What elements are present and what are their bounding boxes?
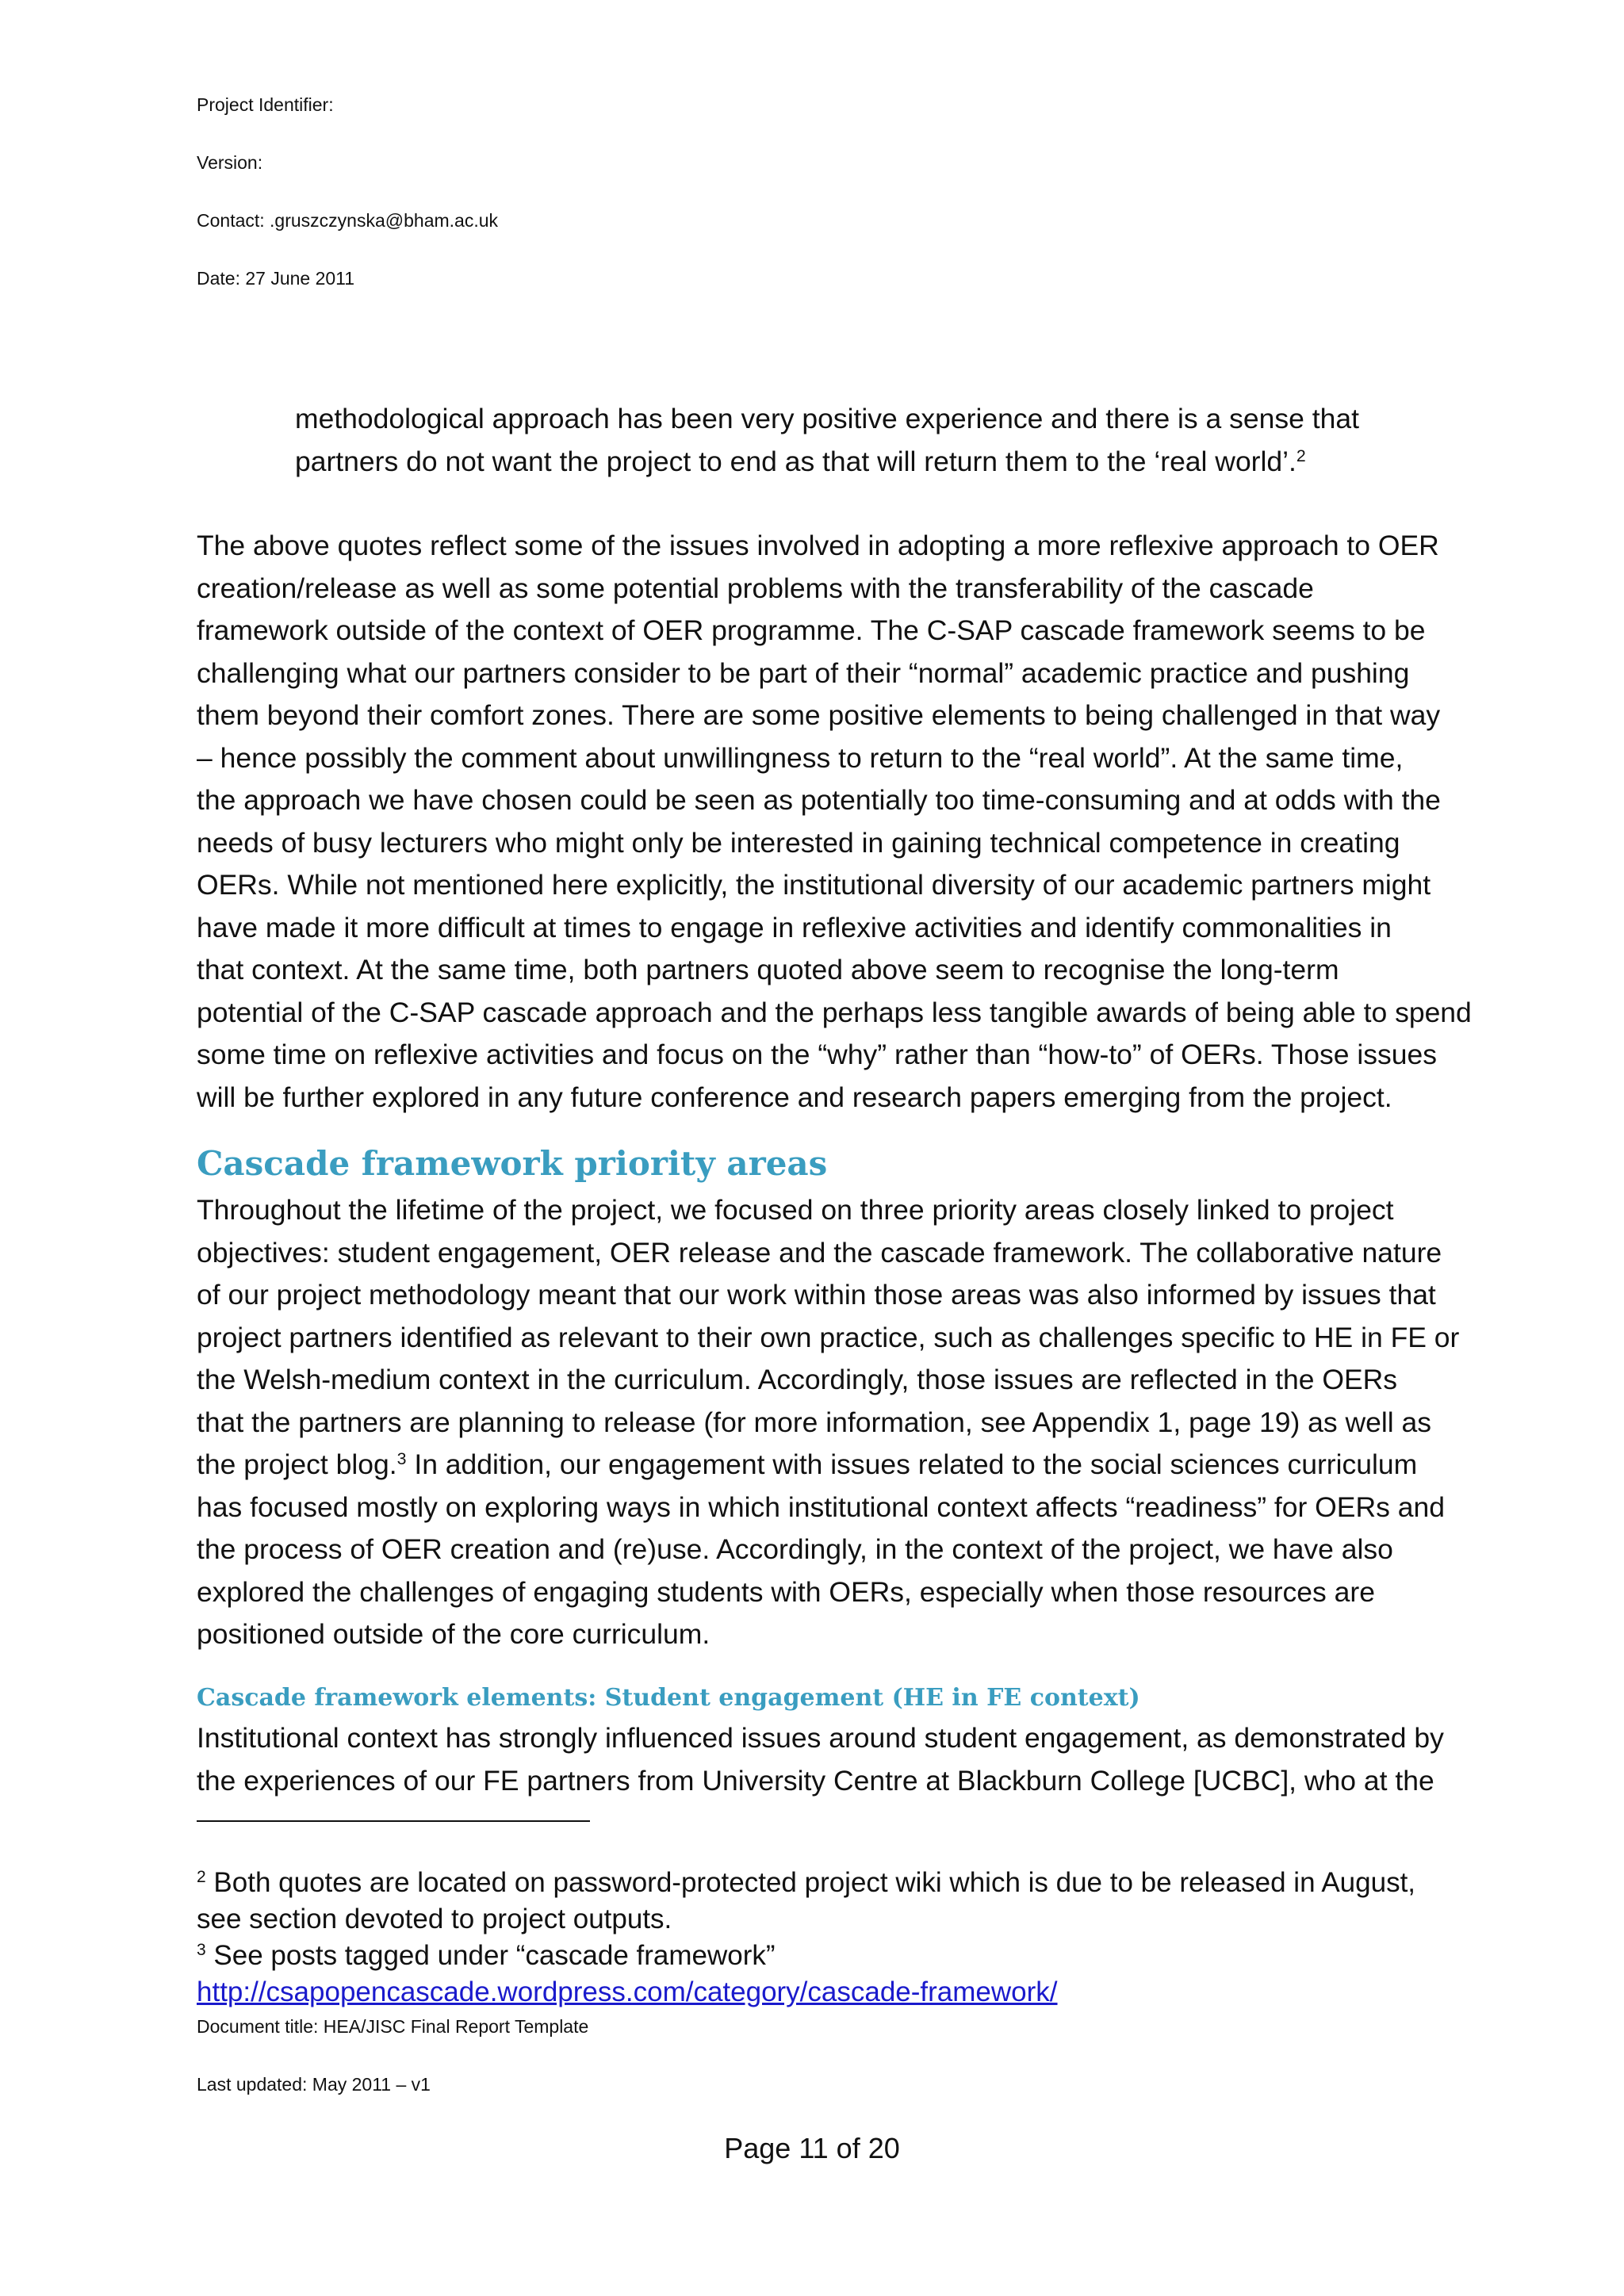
paragraph-line: positioned outside of the core curriculum. [197,1618,710,1650]
paragraph-line: of our project methodology meant that our work within those areas was also informed by issues that [197,1279,1436,1311]
footnote-3 [197,1938,1434,1974]
footnotes [197,1865,1434,2011]
paragraph-line: the experiences of our FE partners from University Centre at Blackburn College [UCBC], who at the [197,1764,1434,1797]
date: Date: 27 June 2011 [197,268,355,289]
paragraph-line: Throughout the lifetime of the project, we focused on three priority areas closely linked to project [197,1194,1394,1226]
cascade-framework-link[interactable]: http://csapopencascade.wordpress.com/category/cascade-framework/ [197,1976,1058,2007]
paragraph-line: – hence possibly the comment about unwillingness to return to the “real world”. At the same time, [197,741,1404,774]
paragraph-line: that context. At the same time, both partners quoted above seem to recognise the long-term [197,954,1339,985]
paragraph-line: the process of OER creation and (re)use. Accordingly, in the context of the project, we have also [197,1533,1393,1565]
footnote-text: See posts tagged under “cascade framework” [205,1940,776,1971]
paragraph-line: explored the challenges of engaging students with OERs, especially when those resources are [197,1575,1375,1608]
subsection-heading: Cascade framework elements: Student engagement (HE in FE context) [197,1684,1140,1712]
footnote-ref-3[interactable]: 3 [396,1449,407,1469]
paragraph-line: project partners identified as relevant to their own practice, such as challenges specific to HE in FE or [197,1321,1460,1353]
footnote-text: Both quotes are located on password-protected project wiki which is due to be released in August, [205,1867,1416,1898]
paragraph-student-engagement [197,1717,1444,1802]
quote-line: methodological approach has been very positive experience and there is a sense that [295,403,1359,434]
paragraph-line: The above quotes reflect some of the issues involved in adopting a more reflexive approach to OER [197,530,1439,561]
contact: Contact: .gruszczynska@bham.ac.uk [197,210,499,231]
paragraph-line: that the partners are planning to release (for more information, see Appendix 1, page 19) as well as [197,1406,1431,1438]
footnote-2-continued: see section devoted to project outputs. [197,1904,672,1934]
page-number: Page 11 of 20 [724,2132,900,2164]
paragraph-quotes-discussion [197,525,1472,1119]
paragraph-priority-areas [197,1189,1460,1656]
footnote-3-link-line [197,1974,1434,2011]
paragraph-line: them beyond their comfort zones. There are some positive elements to being challenged in that way [197,699,1441,731]
paragraph-line: some time on reflexive activities and focus on the “why” rather than “how-to” of OERs. Those issues [197,1039,1437,1070]
paragraph-line: OERs. While not mentioned here explicitly, the institutional diversity of our academic partners might [197,869,1431,901]
footnote-number: 3 [197,1941,206,1960]
footnote-separator [197,1820,590,1822]
paragraph-line: will be further explored in any future conference and research papers emerging from the project. [197,1081,1392,1113]
paragraph-line: creation/release as well as some potential problems with the transferability of the cascade [197,572,1314,604]
paragraph-line: the Welsh-medium context in the curriculum. Accordingly, those issues are reflected in the OERs [197,1364,1398,1395]
quote-line [295,441,1453,484]
footnote-ref-2[interactable]: 2 [1296,446,1306,465]
paragraph-line: needs of busy lecturers who might only be interested in gaining technical competence in creating [197,826,1400,859]
document-footer [197,2015,588,2131]
paragraph-line: have made it more difficult at times to engage in reflexive activities and identify commonalities in [197,911,1392,943]
paragraph-line: has focused mostly on exploring ways in which institutional context affects “readiness” for OERs and [197,1490,1445,1523]
paragraph-line: potential of the C-SAP cascade approach and the perhaps less tangible awards of being able to spend [197,996,1472,1028]
section-heading: Cascade framework priority areas [197,1144,828,1183]
footnote-2 [197,1865,1434,1901]
paragraph-line-text: In addition, our engagement with issues related to the social sciences curriculum [406,1448,1418,1480]
paragraph-line: objectives: student engagement, OER release and the cascade framework. The collaborative nature [197,1236,1442,1269]
paragraph-line: Institutional context has strongly influenced issues around student engagement, as demonstrated by [197,1722,1444,1754]
document-title: Document title: HEA/JISC Final Report Template [197,2016,589,2037]
last-updated: Last updated: May 2011 – v1 [197,2074,431,2095]
paragraph-line [197,1444,1434,1487]
document-header [197,94,498,325]
paragraph-line-text: the project blog. [197,1448,397,1480]
footnote-number: 2 [197,1868,206,1887]
block-quote [295,398,1453,483]
project-identifier: Project Identifier: [197,94,334,115]
paragraph-line: the approach we have chosen could be seen as potentially too time-consuming and at odds with the [197,784,1441,816]
quote-line-text: partners do not want the project to end as that will return them to the ‘real world’. [295,445,1297,477]
paragraph-line: framework outside of the context of OER programme. The C-SAP cascade framework seems to be [197,614,1426,646]
paragraph-line: challenging what our partners consider to be part of their “normal” academic practice and pushing [197,656,1410,689]
version: Version: [197,152,263,173]
